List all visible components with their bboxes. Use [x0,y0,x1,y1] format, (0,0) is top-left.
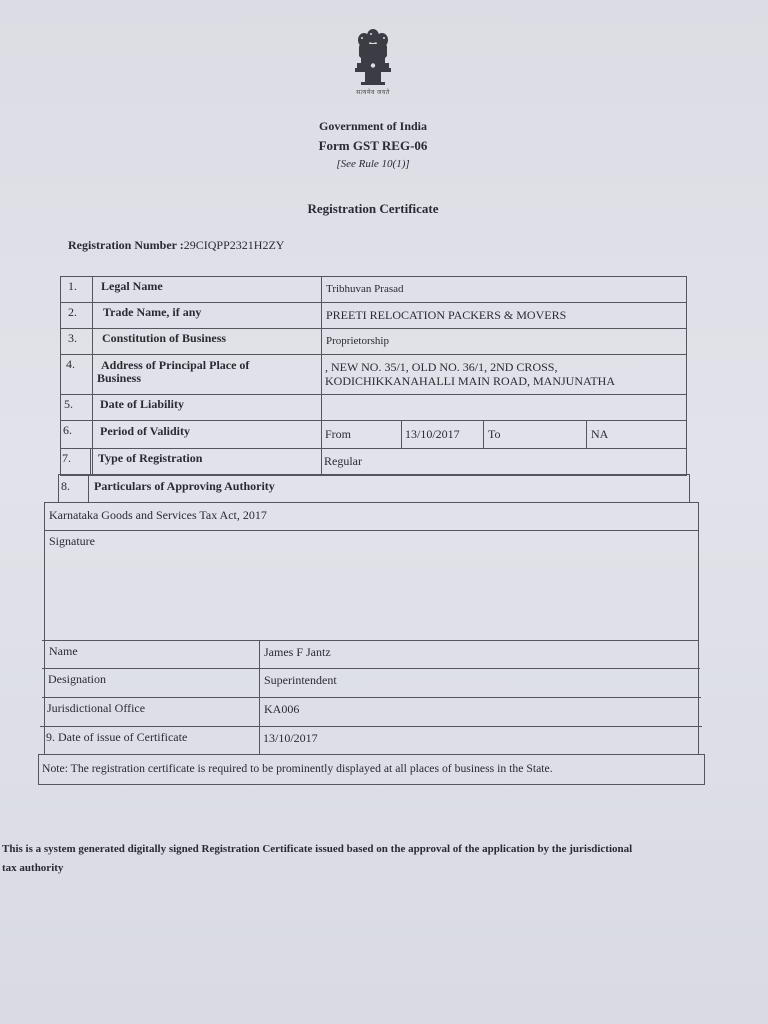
approving-authority-label: Particulars of Approving Authority [94,479,275,493]
validity-to-label: To [488,427,501,441]
row-number: 4. [66,357,75,371]
jurisdictional-office-label: Jurisdictional Office [47,701,146,715]
trade-name-value: PREETI RELOCATION PACKERS & MOVERS [326,308,567,322]
approving-authority-table [44,502,699,755]
row-number: 2. [68,305,77,319]
type-of-registration-value: Regular [324,454,362,468]
address-value-line2: KODICHIKKANAHALLI MAIN ROAD, MANJUNATHA [325,374,615,388]
registration-number-value: 29CIQPP2321H2ZY [183,238,285,252]
row-number: 5. [64,397,73,411]
address-value-line1: , NEW NO. 35/1, OLD NO. 36/1, 2ND CROSS, [325,360,558,374]
period-of-validity-label: Period of Validity [100,424,191,438]
rule-reference: [See Rule 10(1)] [336,158,410,170]
trade-name-label: Trade Name, if any [103,305,202,319]
designation-value: Superintendent [264,673,337,687]
constitution-label: Constitution of Business [102,331,227,345]
type-of-registration-label: Type of Registration [98,451,203,465]
validity-from-value: 13/10/2017 [405,427,460,441]
act-name: Karnataka Goods and Services Tax Act, 2017 [49,508,267,522]
legal-name-label: Legal Name [101,279,163,293]
address-label-line2: Business [97,371,142,385]
date-of-liability-label: Date of Liability [100,397,184,411]
row-number: 3. [68,331,77,345]
registration-number-line [68,238,284,253]
system-generated-notice [2,840,747,878]
officer-name-value: James F Jantz [264,645,331,659]
notice-line-2: tax authority [2,862,64,874]
emblem-caption: सत्यमेव जयते [356,90,390,96]
validity-from-label: From [325,427,352,441]
row-number: 6. [63,423,72,437]
certificate-title: Registration Certificate [307,201,439,216]
issue-date-value: 13/10/2017 [263,731,318,745]
issue-date-label: 9. Date of issue of Certificate [46,730,188,744]
signature-label: Signature [49,534,95,548]
validity-to-value: NA [591,427,609,441]
address-label-line1: Address of Principal Place of [101,358,250,372]
legal-name-value: Tribhuvan Prasad [326,283,404,295]
row-number: 7. [62,451,71,465]
row-number: 8. [61,479,70,493]
national-emblem-icon [349,24,397,94]
display-note: Note: The registration certificate is required to be prominently displayed at all places of business in the State. [42,762,553,775]
constitution-value: Proprietorship [326,335,389,347]
notice-line-1: This is a system generated digitally signed Registration Certificate issued based on the approval of the application by the jurisdictional [2,843,633,855]
officer-name-label: Name [49,644,78,658]
registration-number-label: Registration Number : [68,238,184,252]
jurisdictional-office-value: KA006 [264,702,300,716]
row-number: 1. [68,279,77,293]
designation-label: Designation [48,672,106,686]
government-heading: Government of India [319,119,427,133]
form-heading: Form GST REG-06 [318,138,428,153]
